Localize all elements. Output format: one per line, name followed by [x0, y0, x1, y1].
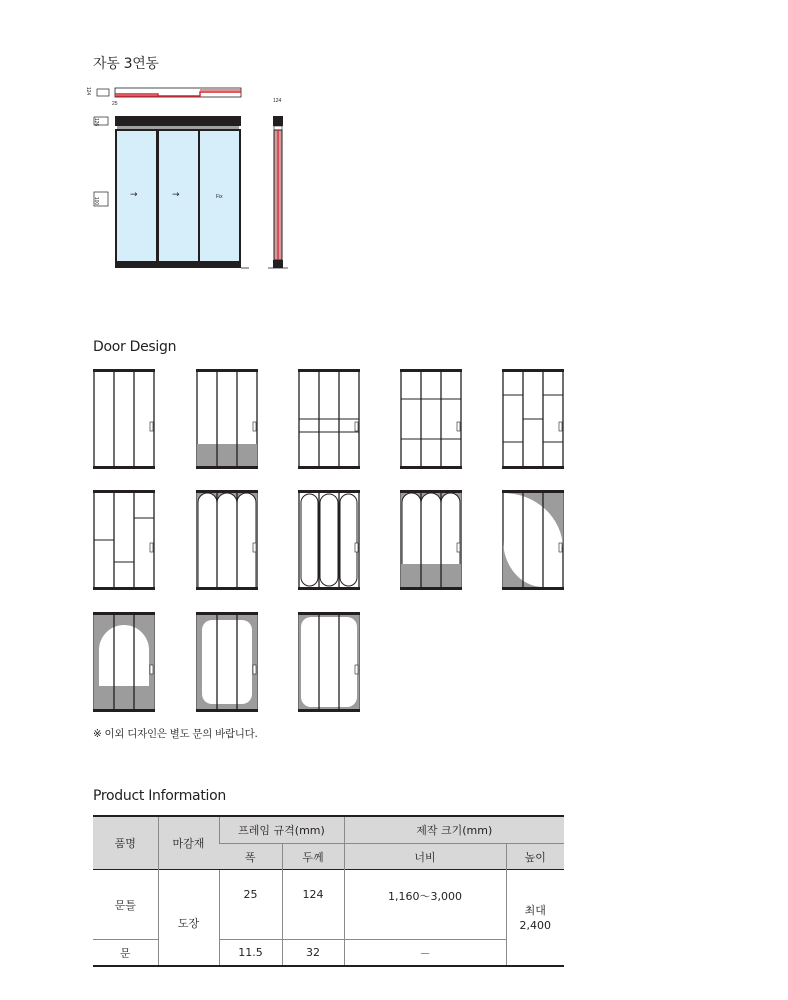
door-design-thumbnail [298, 490, 360, 590]
door-design-thumbnail [93, 369, 155, 469]
section-title-auto-3: 자동 3연동 [93, 56, 159, 72]
header-height: 높이 [506, 844, 564, 870]
door-design-thumbnail [93, 612, 155, 712]
dim-top-height: 124 [85, 86, 92, 96]
cell-breadth: 1,160～3,000 [344, 870, 506, 940]
side-section-diagram [268, 110, 290, 272]
cell-thickness: 124 [282, 870, 344, 940]
header-breadth: 너비 [344, 844, 506, 870]
cell-width: 11.5 [219, 940, 282, 967]
section-title-product-info: Product Information [93, 788, 226, 804]
dim-frame-width: 25 [112, 101, 118, 107]
header-width: 폭 [219, 844, 282, 870]
fix-label: Fix [216, 194, 223, 200]
header-item: 품명 [93, 816, 158, 870]
cell-breadth: － [344, 940, 506, 967]
product-info-table [93, 815, 564, 967]
header-frame-spec: 프레임 규격(mm) [219, 816, 344, 844]
front-elevation-diagram [85, 110, 255, 272]
cell-height [506, 870, 564, 967]
dim-header: 126 [93, 117, 100, 127]
arrow-icon: → [130, 190, 138, 200]
cell-thickness: 32 [282, 940, 344, 967]
section-title-door-design: Door Design [93, 339, 177, 355]
door-design-thumbnail [196, 490, 258, 590]
door-design-thumbnail [400, 369, 462, 469]
door-design-thumbnail [298, 369, 360, 469]
header-finish: 마감재 [158, 816, 219, 870]
header-thickness: 두께 [282, 844, 344, 870]
door-design-thumbnail [298, 612, 360, 712]
design-note: ※ 이외 디자인은 별도 문의 바랍니다. [93, 728, 258, 740]
dim-side-depth: 124 [273, 98, 282, 104]
door-design-thumbnail [196, 612, 258, 712]
door-design-thumbnail [93, 490, 155, 590]
height-line2: 2,400 [519, 918, 551, 932]
finish-value: 도장 [177, 916, 200, 930]
cell-name: 문틀 [93, 870, 158, 940]
door-design-thumbnail [196, 369, 258, 469]
door-design-thumbnail [400, 490, 462, 590]
cell-finish [158, 870, 219, 967]
header-size: 제작 크기(mm) [344, 816, 564, 844]
dim-box [97, 89, 109, 96]
header-rail [115, 116, 241, 126]
door-design-thumbnail [502, 490, 564, 590]
cell-name: 문 [93, 940, 158, 967]
top-plan-diagram [85, 84, 250, 112]
arrow-icon: → [172, 190, 180, 200]
height-line1: 최대 [524, 903, 546, 917]
cell-width: 25 [219, 870, 282, 940]
door-design-thumbnail [502, 369, 564, 469]
dim-handle: 100 [93, 196, 100, 206]
